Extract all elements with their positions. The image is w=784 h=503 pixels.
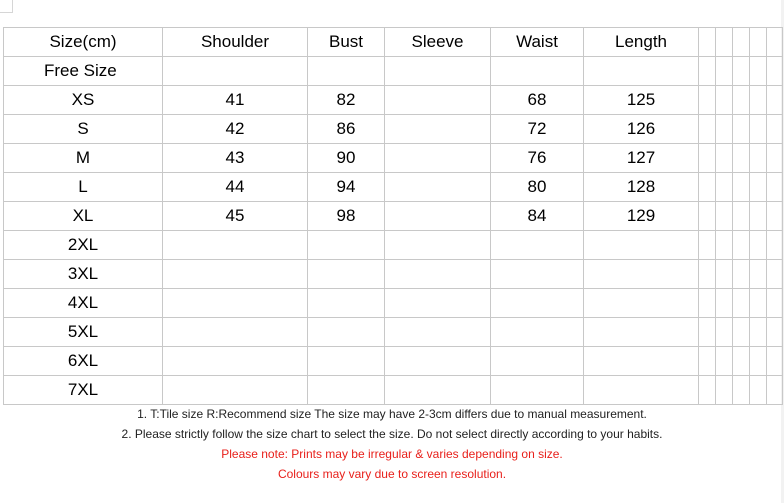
empty-cell xyxy=(767,115,783,144)
size-label: 6XL xyxy=(4,347,163,376)
empty-cell xyxy=(767,28,783,57)
empty-cell xyxy=(716,202,733,231)
note-prints-irregular: Please note: Prints may be irregular & varies depending on size. xyxy=(221,447,563,461)
empty-cell xyxy=(699,144,716,173)
bust-value: 82 xyxy=(308,86,385,115)
empty-cell xyxy=(716,318,733,347)
size-label: L xyxy=(4,173,163,202)
bust-value: 98 xyxy=(308,202,385,231)
shoulder-value xyxy=(163,57,308,86)
header-shoulder: Shoulder xyxy=(163,28,308,57)
empty-cell xyxy=(750,260,767,289)
bust-value xyxy=(308,376,385,405)
bust-value xyxy=(308,231,385,260)
empty-cell xyxy=(767,202,783,231)
length-value xyxy=(584,347,699,376)
empty-cell xyxy=(750,318,767,347)
length-value: 128 xyxy=(584,173,699,202)
length-value xyxy=(584,289,699,318)
shoulder-value xyxy=(163,376,308,405)
table-row xyxy=(4,144,783,173)
table-row xyxy=(4,115,783,144)
empty-cell xyxy=(699,260,716,289)
empty-cell xyxy=(716,260,733,289)
empty-cell xyxy=(699,86,716,115)
bust-value xyxy=(308,347,385,376)
empty-cell xyxy=(733,144,750,173)
sleeve-value xyxy=(385,289,491,318)
waist-value: 80 xyxy=(491,173,584,202)
empty-cell xyxy=(767,289,783,318)
header-sleeve: Sleeve xyxy=(385,28,491,57)
size-label: 4XL xyxy=(4,289,163,318)
bust-value xyxy=(308,260,385,289)
empty-cell xyxy=(699,28,716,57)
length-value xyxy=(584,376,699,405)
empty-cell xyxy=(733,86,750,115)
sleeve-value xyxy=(385,173,491,202)
length-value xyxy=(584,318,699,347)
sleeve-value xyxy=(385,260,491,289)
empty-cell xyxy=(699,57,716,86)
table-row xyxy=(4,318,783,347)
waist-value: 72 xyxy=(491,115,584,144)
shoulder-value xyxy=(163,260,308,289)
empty-cell xyxy=(767,376,783,405)
empty-cell xyxy=(733,57,750,86)
empty-cell xyxy=(767,260,783,289)
shoulder-value: 44 xyxy=(163,173,308,202)
shoulder-value xyxy=(163,347,308,376)
table-row xyxy=(4,202,783,231)
length-value xyxy=(584,231,699,260)
size-label: 3XL xyxy=(4,260,163,289)
empty-cell xyxy=(733,173,750,202)
waist-value xyxy=(491,289,584,318)
size-label: 5XL xyxy=(4,318,163,347)
header-waist: Waist xyxy=(491,28,584,57)
table-row xyxy=(4,231,783,260)
table-header-row xyxy=(4,28,783,57)
waist-value: 84 xyxy=(491,202,584,231)
empty-cell xyxy=(699,289,716,318)
empty-cell xyxy=(699,318,716,347)
empty-cell xyxy=(733,289,750,318)
shoulder-value: 42 xyxy=(163,115,308,144)
empty-cell xyxy=(767,347,783,376)
empty-cell xyxy=(767,318,783,347)
waist-value xyxy=(491,376,584,405)
empty-cell xyxy=(750,289,767,318)
size-label: 2XL xyxy=(4,231,163,260)
sleeve-value xyxy=(385,86,491,115)
empty-cell xyxy=(716,376,733,405)
empty-cell xyxy=(716,144,733,173)
empty-cell xyxy=(699,347,716,376)
empty-cell xyxy=(750,144,767,173)
sleeve-value xyxy=(385,57,491,86)
empty-cell xyxy=(767,173,783,202)
empty-cell xyxy=(767,231,783,260)
shoulder-value: 43 xyxy=(163,144,308,173)
header-size: Size(cm) xyxy=(4,28,163,57)
waist-value: 76 xyxy=(491,144,584,173)
shoulder-value xyxy=(163,289,308,318)
shoulder-value xyxy=(163,231,308,260)
length-value: 127 xyxy=(584,144,699,173)
empty-cell xyxy=(733,318,750,347)
empty-cell xyxy=(699,115,716,144)
sleeve-value xyxy=(385,347,491,376)
length-value: 126 xyxy=(584,115,699,144)
size-label: XL xyxy=(4,202,163,231)
empty-cell xyxy=(716,289,733,318)
empty-cell xyxy=(733,28,750,57)
empty-cell xyxy=(716,28,733,57)
empty-cell xyxy=(699,173,716,202)
bust-value xyxy=(308,318,385,347)
empty-cell xyxy=(767,57,783,86)
size-label: Free Size xyxy=(4,57,163,86)
empty-cell xyxy=(733,202,750,231)
empty-cell xyxy=(716,173,733,202)
table-row xyxy=(4,376,783,405)
empty-cell xyxy=(733,231,750,260)
length-value xyxy=(584,57,699,86)
empty-cell xyxy=(733,347,750,376)
size-label: M xyxy=(4,144,163,173)
header-length: Length xyxy=(584,28,699,57)
empty-cell xyxy=(716,231,733,260)
table-row xyxy=(4,173,783,202)
empty-cell xyxy=(750,86,767,115)
table-row xyxy=(4,260,783,289)
waist-value xyxy=(491,318,584,347)
table-row xyxy=(4,86,783,115)
empty-cell xyxy=(716,86,733,115)
bust-value xyxy=(308,57,385,86)
empty-cell xyxy=(750,173,767,202)
empty-cell xyxy=(716,347,733,376)
bust-value xyxy=(308,289,385,318)
waist-value xyxy=(491,57,584,86)
empty-cell xyxy=(750,115,767,144)
note-measurement: 1. T:Tile size R:Recommend size The size may have 2-3cm differs due to manual measurement. xyxy=(137,407,647,421)
note-follow-chart: 2. Please strictly follow the size chart to select the size. Do not select directly according to your habits. xyxy=(121,427,663,441)
empty-cell xyxy=(733,115,750,144)
length-value xyxy=(584,260,699,289)
empty-cell xyxy=(699,376,716,405)
table-row xyxy=(4,347,783,376)
empty-cell xyxy=(767,86,783,115)
empty-cell xyxy=(750,231,767,260)
shoulder-value: 45 xyxy=(163,202,308,231)
corner-mark xyxy=(0,0,13,13)
size-label: XS xyxy=(4,86,163,115)
empty-cell xyxy=(750,28,767,57)
empty-cell xyxy=(699,202,716,231)
sleeve-value xyxy=(385,202,491,231)
waist-value xyxy=(491,347,584,376)
length-value: 125 xyxy=(584,86,699,115)
size-label: 7XL xyxy=(4,376,163,405)
shoulder-value xyxy=(163,318,308,347)
empty-cell xyxy=(716,57,733,86)
bust-value: 90 xyxy=(308,144,385,173)
sleeve-value xyxy=(385,318,491,347)
header-bust: Bust xyxy=(308,28,385,57)
empty-cell xyxy=(699,231,716,260)
sleeve-value xyxy=(385,144,491,173)
empty-cell xyxy=(733,376,750,405)
waist-value: 68 xyxy=(491,86,584,115)
bust-value: 94 xyxy=(308,173,385,202)
empty-cell xyxy=(750,347,767,376)
sleeve-value xyxy=(385,376,491,405)
empty-cell xyxy=(750,376,767,405)
empty-cell xyxy=(750,57,767,86)
sleeve-value xyxy=(385,231,491,260)
notes-block xyxy=(0,404,784,484)
waist-value xyxy=(491,231,584,260)
sleeve-value xyxy=(385,115,491,144)
size-label: S xyxy=(4,115,163,144)
shoulder-value: 41 xyxy=(163,86,308,115)
length-value: 129 xyxy=(584,202,699,231)
empty-cell xyxy=(716,115,733,144)
note-colours-vary: Colours may vary due to screen resolution. xyxy=(277,467,507,481)
size-chart-table xyxy=(3,27,783,405)
table-row xyxy=(4,57,783,86)
empty-cell xyxy=(750,202,767,231)
table-row xyxy=(4,289,783,318)
bust-value: 86 xyxy=(308,115,385,144)
waist-value xyxy=(491,260,584,289)
empty-cell xyxy=(767,144,783,173)
empty-cell xyxy=(733,260,750,289)
